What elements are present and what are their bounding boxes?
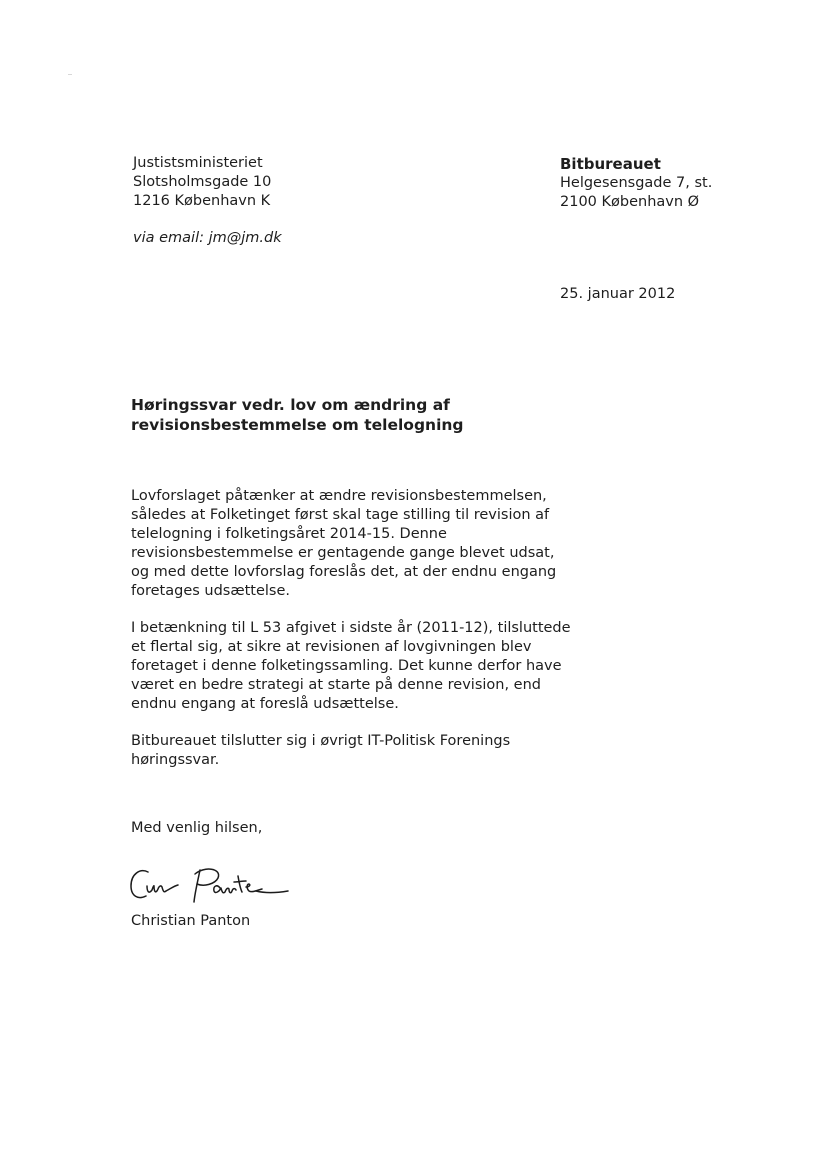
body-line: I betænkning til L 53 afgivet i sidste år (2011-12), tilsluttede [131,620,571,636]
body-line: Lovforslaget påtænker at ændre revisionsbestemmelsen, [131,488,547,504]
body-line: foretaget i denne folketingssamling. Det kunne derfor have [131,658,562,674]
subject-line: revisionsbestemmelse om telelogning [131,416,464,434]
body-line: høringssvar. [131,752,220,768]
body-line: revisionsbestemmelse er gentagende gange blevet udsat, [131,545,555,561]
body-line: således at Folketinget først skal tage stilling til revision af [131,507,550,523]
recipient-email: via email: jm@jm.dk [133,230,282,246]
letter-body [131,487,571,788]
body-line: og med dette lovforslag foreslås det, at der endnu engang [131,564,557,580]
body-line: Bitbureauet tilslutter sig i øvrigt IT-Politisk Forenings [131,733,511,749]
body-line: foretages udsættelse. [131,583,290,599]
recipient-line: Slotsholmsgade 10 [133,174,272,190]
body-paragraph [131,619,571,714]
handwritten-signature [128,862,293,908]
letter-date: 25. januar 2012 [560,286,676,302]
body-paragraph [131,487,571,601]
body-line: telelogning i folketingsåret 2014-15. Denne [131,526,447,542]
closing-salutation: Med venlig hilsen, [131,820,263,836]
body-line: endnu engang at foreslå udsættelse. [131,696,399,712]
recipient-line: Justistsministeriet [133,155,263,171]
scan-speck [68,74,72,75]
sender-address [560,155,712,212]
recipient-address [133,154,271,211]
sender-line: 2100 København Ø [560,194,700,210]
sender-name: Bitbureauet [560,155,661,173]
body-line: et flertal sig, at sikre at revisionen af lovgivningen blev [131,639,532,655]
body-paragraph [131,732,571,770]
subject-line: Høringssvar vedr. lov om ændring af [131,396,450,414]
sender-line: Helgesensgade 7, st. [560,175,713,191]
signer-name: Christian Panton [131,913,251,929]
recipient-line: 1216 København K [133,193,271,209]
letter-subject [131,395,464,435]
body-line: været en bedre strategi at starte på denne revision, end [131,677,542,693]
